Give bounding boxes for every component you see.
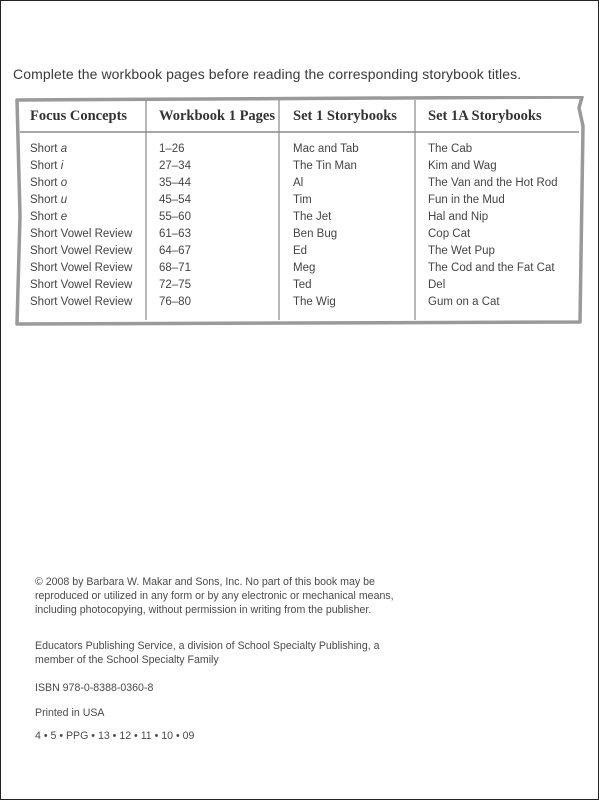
table-cell: 55–60	[159, 211, 191, 223]
column-focus-concepts	[30, 141, 132, 311]
table-cell: Ted	[293, 279, 312, 291]
table-cell: Meg	[293, 262, 316, 274]
table-cell: 27–34	[159, 160, 191, 172]
table-cell: Kim and Wag	[428, 160, 497, 172]
table-row: Short e	[30, 211, 68, 223]
table-cell: 1–26	[159, 143, 185, 155]
copyright-notice	[35, 575, 405, 617]
table-cell: The Cod and the Fat Cat	[428, 262, 555, 274]
isbn	[35, 681, 405, 695]
column-workbook-pages	[159, 141, 191, 311]
table-cell: Fun in the Mud	[428, 194, 505, 206]
isbn-text: ISBN 978-0-8388-0360-8	[35, 682, 154, 694]
table-row: Short a	[30, 143, 68, 155]
table-cell: The Wet Pup	[428, 245, 495, 257]
table-cell: 72–75	[159, 279, 191, 291]
table-cell: 35–44	[159, 177, 191, 189]
table-cell: 76–80	[159, 296, 191, 308]
table-row: Short u	[30, 194, 68, 206]
reading-table	[14, 96, 585, 326]
printing-line-text: 4 • 5 • PPG • 13 • 12 • 11 • 10 • 09	[35, 730, 195, 742]
table-cell: 68–71	[159, 262, 191, 274]
table-cell: Al	[293, 177, 304, 189]
copyright-text: © 2008 by Barbara W. Makar and Sons, Inc. No part of this book may be reproduced or utilized in any form or by any electronic or mechanical means, including photocopying, without permission in writing from the publisher.	[35, 576, 394, 616]
table-row: Short Vowel Review	[30, 279, 133, 291]
table-cell: The Jet	[293, 211, 332, 223]
table-cell: Hal and Nip	[428, 211, 489, 223]
table-cell: 61–63	[159, 228, 191, 240]
table-cell: The Tin Man	[293, 160, 357, 172]
header-set1-storybooks: Set 1 Storybooks	[293, 108, 397, 124]
intro-text: Complete the workbook pages before reading the corresponding storybook titles.	[13, 66, 522, 82]
table-row: Short Vowel Review	[30, 245, 133, 257]
publisher-info	[35, 639, 405, 667]
publisher-text: Educators Publishing Service, a division of School Specialty Publishing, a member of the School Specialty Family	[35, 640, 380, 666]
printed-in	[35, 706, 405, 720]
table-cell: Mac and Tab	[293, 143, 359, 155]
printed-text: Printed in USA	[35, 707, 105, 719]
table-cell: Gum on a Cat	[428, 296, 500, 308]
table-cell: 64–67	[159, 245, 191, 257]
table-row: Short Vowel Review	[30, 262, 133, 274]
table-cell: Ed	[293, 245, 308, 257]
table-cell: Cop Cat	[428, 228, 471, 240]
column-set1-storybooks	[293, 141, 359, 311]
header-workbook-pages: Workbook 1 Pages	[159, 108, 276, 124]
table-cell: The Wig	[293, 296, 336, 308]
table-cell: The Van and the Hot Rod	[428, 177, 558, 189]
table-row: Short i	[30, 160, 64, 172]
table-row: Short Vowel Review	[30, 296, 133, 308]
printing-line	[35, 729, 405, 743]
table-row: Short Vowel Review	[30, 228, 133, 240]
table-cell: 45–54	[159, 194, 191, 206]
header-set1a-storybooks: Set 1A Storybooks	[428, 108, 542, 124]
header-focus-concepts: Focus Concepts	[30, 108, 128, 124]
table-cell: Ben Bug	[293, 228, 338, 240]
column-set1a-storybooks	[428, 141, 558, 311]
table-cell: The Cab	[428, 143, 473, 155]
table-cell: Tim	[293, 194, 312, 206]
table-cell: Del	[428, 279, 446, 291]
table-row: Short o	[30, 177, 68, 189]
